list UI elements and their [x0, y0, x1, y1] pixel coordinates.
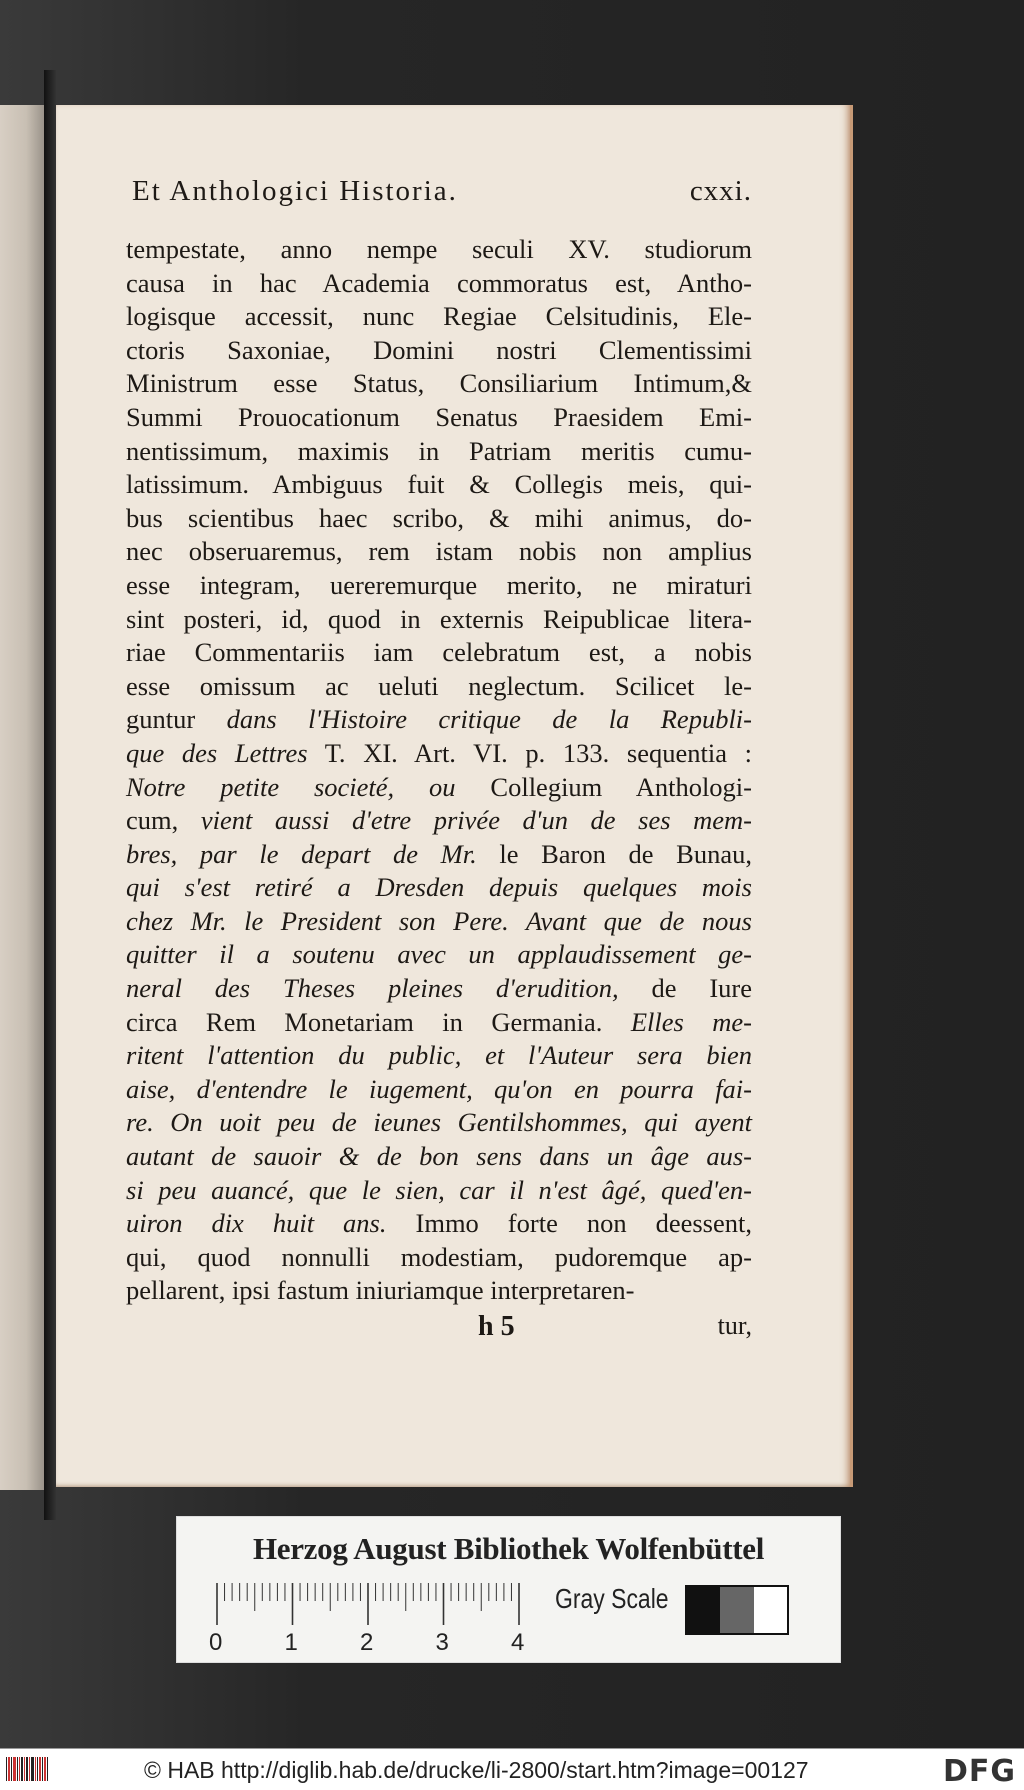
text-line — [126, 938, 752, 972]
copyright-url[interactable]: © HAB http://diglib.hab.de/drucke/li-2800/start.htm?image=00127 — [144, 1757, 809, 1783]
barcode-bar — [42, 1757, 43, 1781]
text-line — [126, 300, 752, 334]
text-line — [126, 838, 752, 872]
italic-segment: que des Lettres — [126, 737, 308, 768]
italic-segment: uiron dix huit ans. — [126, 1208, 387, 1239]
text-line — [126, 1274, 752, 1308]
barcode-bar — [44, 1757, 46, 1781]
scale-labels — [209, 1629, 539, 1659]
roman-segment: latissimum. Ambiguus fuit & Collegis meis, qui- — [126, 469, 752, 500]
gray-scale-swatch — [685, 1585, 789, 1635]
barcode-icon — [4, 1755, 50, 1783]
italic-segment: dans l'Histoire critique de la Republi- — [226, 704, 752, 735]
barcode-bar — [47, 1757, 48, 1781]
roman-segment: circa Rem Monetariam in Germania. — [126, 1006, 631, 1037]
roman-segment: causa in hac Academia commoratus est, Antho- — [126, 267, 752, 298]
roman-segment: tempestate, anno nempe seculi XV. studiorum — [126, 234, 752, 264]
barcode-bar — [31, 1757, 34, 1781]
italic-segment: neral des Theses pleines d'erudition, — [126, 973, 619, 1004]
page-foot — [126, 1311, 752, 1345]
roman-segment: bus scientibus haec scribo, & mihi animus, do- — [126, 502, 752, 533]
barcode-bar — [8, 1757, 10, 1781]
roman-segment: Collegium Anthologi- — [455, 771, 752, 802]
text-line — [126, 1039, 752, 1073]
text-line — [126, 1006, 752, 1040]
barcode-bar — [6, 1757, 7, 1781]
scale-ruler — [213, 1579, 523, 1629]
scale-label: 3 — [435, 1629, 449, 1656]
italic-segment: qui s'est retiré a Dresden depuis quelques mois — [126, 872, 752, 903]
barcode-bar — [24, 1757, 25, 1781]
body-text — [126, 233, 752, 1308]
text-line — [126, 1207, 752, 1241]
italic-segment: ritent l'attention du public, et l'Auteur sera bien — [126, 1040, 752, 1071]
swatch-patch — [720, 1587, 753, 1633]
text-line — [126, 737, 752, 771]
roman-segment: Summi Prouocationum Senatus Praesidem Emi- — [126, 401, 752, 432]
roman-segment: nentissimum, maximis in Patriam meritis cumu- — [126, 435, 752, 466]
roman-segment: pellarent, ipsi fastum iniuriamque interpretaren- — [126, 1275, 635, 1306]
italic-segment: bres, par le depart de Mr. — [126, 838, 477, 869]
text-line — [126, 435, 752, 469]
barcode-bar — [19, 1757, 20, 1781]
roman-segment: esse integram, uereremurque merito, ne miraturi — [126, 569, 752, 600]
text-line — [126, 1140, 752, 1174]
book-page — [56, 105, 853, 1487]
barcode-bar — [29, 1757, 30, 1781]
catchword: tur, — [717, 1311, 752, 1340]
barcode-bar — [37, 1757, 38, 1781]
roman-segment: T. XI. Art. VI. p. 133. sequentia : — [307, 737, 752, 768]
barcode-bar — [13, 1757, 16, 1781]
barcode-bar — [26, 1757, 28, 1781]
barcode-bar — [39, 1757, 41, 1781]
page-number: cxxi. — [689, 175, 752, 207]
text-line — [126, 771, 752, 805]
italic-segment: quitter il a soutenu avec un applaudissement ge- — [126, 939, 752, 970]
text-line — [126, 334, 752, 368]
text-line — [126, 468, 752, 502]
text-line — [126, 401, 752, 435]
roman-segment: nec obseruaremus, rem istam nobis non amplius — [126, 536, 752, 567]
italic-segment: Notre petite societé, — [126, 771, 395, 802]
italic-segment: aise, d'entendre le iugement, qu'on en pourra fai- — [126, 1073, 752, 1104]
text-line — [126, 703, 752, 737]
signature-mark: h 5 — [478, 1311, 515, 1342]
gray-scale-label: Gray Scale — [555, 1583, 669, 1614]
gutter-shadow — [44, 70, 56, 1520]
text-line — [126, 233, 752, 267]
roman-segment — [394, 772, 429, 802]
scale-label: 1 — [284, 1629, 298, 1656]
swatch-patch — [687, 1587, 720, 1633]
roman-segment: qui, quod nonnulli modestiam, pudoremque ap- — [126, 1241, 752, 1272]
barcode-bar — [21, 1757, 23, 1781]
text-line — [126, 267, 752, 301]
roman-segment: sint posteri, id, quod in externis Reipublicae litera- — [126, 603, 752, 634]
adjacent-page-edge — [0, 105, 44, 1490]
text-line — [126, 502, 752, 536]
roman-segment: Ministrum esse Status, Consiliarium Intimum,& — [126, 368, 752, 399]
roman-segment: logisque accessit, nunc Regiae Celsitudinis, Ele- — [126, 301, 752, 332]
library-name: Herzog August Bibliothek Wolfenbüttel — [252, 1531, 765, 1566]
roman-segment: riae Commentariis iam celebratum est, a nobis — [126, 637, 752, 668]
running-head — [132, 175, 752, 211]
barcode-bar — [17, 1757, 18, 1781]
italic-segment: si peu auancé, que le sien, car il n'est âgé, qued'en- — [126, 1174, 752, 1205]
color-reference-card — [176, 1516, 841, 1663]
footer-bar — [0, 1748, 1024, 1790]
text-line — [126, 636, 752, 670]
scale-label: 0 — [209, 1629, 223, 1656]
text-line — [126, 905, 752, 939]
italic-segment: autant de sauoir & de bon sens dans un âge aus- — [126, 1141, 752, 1172]
italic-segment: vient aussi d'etre privée d'un de ses mem- — [200, 805, 752, 836]
text-line — [126, 603, 752, 637]
roman-segment: Immo forte non deessent, — [386, 1208, 752, 1239]
italic-segment: ou — [429, 771, 456, 802]
italic-segment: re. On uoit peu de ieunes Gentilshommes, qui ayent — [126, 1107, 752, 1138]
text-line — [126, 670, 752, 704]
roman-segment: cum, — [126, 805, 201, 836]
dfg-logo: DFG — [942, 1754, 1016, 1789]
italic-segment: chez Mr. le President son Pere. Avant que de nous — [126, 905, 752, 936]
barcode-bar — [35, 1757, 36, 1781]
barcode-bar — [11, 1757, 12, 1781]
text-line — [126, 871, 752, 905]
scale-label: 4 — [511, 1629, 525, 1656]
roman-segment: guntur — [126, 704, 227, 735]
roman-segment: esse omissum ac ueluti neglectum. Scilicet le- — [126, 670, 752, 701]
roman-segment: ctoris Saxoniae, Domini nostri Clementissimi — [126, 334, 752, 365]
roman-segment: de Iure — [618, 973, 752, 1004]
text-line — [126, 804, 752, 838]
roman-segment: le Baron de Bunau, — [476, 838, 752, 869]
text-line — [126, 535, 752, 569]
running-head-title: Et Anthologici Historia. — [132, 175, 458, 207]
text-line — [126, 367, 752, 401]
text-line — [126, 1174, 752, 1208]
text-line — [126, 1106, 752, 1140]
swatch-patch — [754, 1587, 787, 1633]
text-line — [126, 1241, 752, 1275]
italic-segment: Elles me- — [630, 1006, 752, 1037]
scale-label: 2 — [360, 1629, 374, 1656]
text-line — [126, 972, 752, 1006]
text-line — [126, 569, 752, 603]
text-line — [126, 1073, 752, 1107]
